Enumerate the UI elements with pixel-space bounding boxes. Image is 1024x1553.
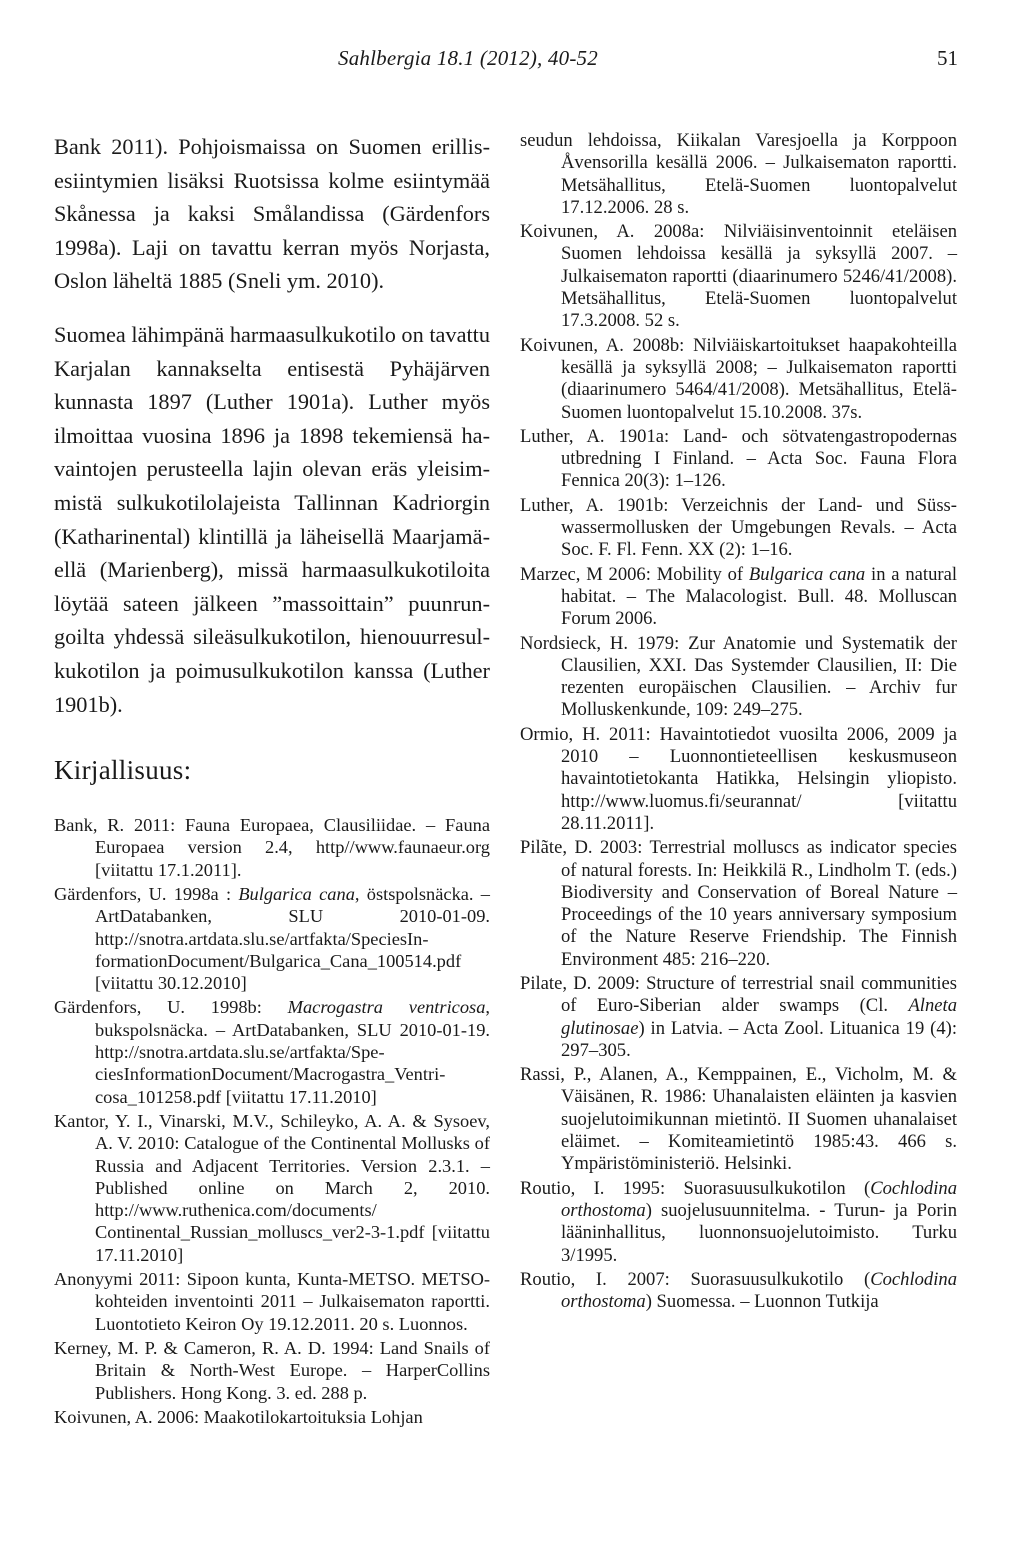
reference-italic-text: Alneta glutinosae: [561, 995, 957, 1039]
reference-entry: [54, 1406, 490, 1428]
reference-entry: [54, 996, 490, 1107]
reference-italic-text: Bulgarica cana: [748, 563, 866, 585]
reference-italic-text: Cochlodina orthostoma: [561, 1268, 957, 1313]
reference-text: ) Suomessa. – Luonnon Tutkija: [645, 1291, 879, 1313]
reference-text: Pilate, D. 2009: Structure of terrestrial snail communities of Euro-Siberian alder swamps (Cl.: [520, 972, 957, 1017]
reference-text: Ormio, H. 2011: Havaintotiedot vuosilta 2006, 2009 ja 2010 – Luonnontieteellisen keskusmuseon havaintotietokanta Hatikka, Helsingin yliopisto. http://www.luomus.fi/seurannat/ [viitattu 28.11.2011].: [520, 723, 957, 834]
running-title: Sahlbergia 18.1 (2012), 40-52: [338, 46, 598, 70]
reference-entry: [54, 1337, 490, 1404]
reference-entry: [54, 814, 490, 881]
reference-entry: [520, 1178, 957, 1267]
reference-text: in a natural habitat. – The Malacologist. Bull. 48. Molluscan Forum 2006.: [561, 563, 957, 630]
reference-text: Bank, R. 2011: Fauna Europaea, Clausiliidae. – Fauna Europaea version 2.4, http//www.faunaeur.org [viitattu 17.1.2011].: [54, 815, 490, 880]
reference-list: [54, 814, 490, 1428]
reference-text: Luther, A. 1901a: Land- och sötvatengastropodernas utbredning I Finland. – Acta Soc. Fauna Flora Fennica 20(3): 1–126.: [520, 425, 957, 492]
body-paragraph: Suomea lähimpänä harmaasulkukotilo on tavattu Karjalan kannakselta entisestä Pyhäjärven kunnasta 1897 (Luther 1901a). Luther myös ilmoittaa vuosina 1896 ja 1898 tekemiensä havaintojen perusteella lajin olevan eräs yleisimmistä sulkukotilolajeista Tallinnan Kadriorgin (Katharinental) klintillä ja läheisellä Maarjamäellä (Marienberg), missä harmaasulkukotiloita löytää sateen jälkeen ”massoittain” puunrungoilta yhdessä sileäsulkukotilon, hienouurresulkukotilon ja poimusulkukotilon kanssa (Luther 1901b).: [54, 321, 490, 717]
reference-text: Marzec, M 2006: Mobility of: [520, 563, 749, 585]
reference-text: Anonyymi 2011: Sipoon kunta, Kunta-METSO. METSO-kohteiden inventointi 2011 – Julkaisematon raportti. Luontotieto Keiron Oy 19.12.2011. 20 s. Luonnos.: [54, 1269, 490, 1334]
reference-entry: [520, 1064, 957, 1175]
page-number: 51: [937, 46, 958, 70]
reference-text: Koivunen, A. 2008a: Nilviäisinventoinnit eteläisen Suomen lehdoissa kesällä ja syksyllä 2007. – Julkaisematon raportti (diaarinumero 5246/41/2008). Metsähallitus, Etelä-Suomen luontopalvelut 17.3.2008. 52 s.: [520, 221, 957, 332]
reference-entry: [520, 633, 957, 722]
reference-entry: [520, 564, 957, 631]
reference-text: Pilãte, D. 2003: Terrestrial molluscs as indicator species of natural forests. In: Heikkilä R., Lindholm T. (eds.) Biodiversity and Conservation of Boreal Nature – Proceedings of the 10 years anniversary symposium of the Nature Reserve Friendship. The Finnish Environment 485: 216–220.: [520, 837, 957, 970]
reference-entry: [54, 1110, 490, 1266]
reference-text: , östspolsnäcka. – ArtDatabanken, SLU 2010-01-09. http://snotra.artdata.slu.se/artfakta/SpeciesInformationDocument/Bulgarica_Cana_100514.pdf [viitattu 30.12.2010]: [95, 883, 490, 994]
reference-entry: [520, 335, 957, 424]
reference-entry: [520, 130, 957, 219]
reference-italic-text: Cochlodina orthostoma: [561, 1177, 957, 1221]
reference-text: ) in Latvia. – Acta Zool. Lituanica 19 (4): 297–305.: [561, 1017, 957, 1061]
reference-text: Nordsieck, H. 1979: Zur Anatomie und Systematik der Clausilien, XXI. Das Systemder Clausilien, II: Die rezenten europäischen Clausilien. – Archiv fur Molluskenkunde, 109: 249–275.: [520, 632, 957, 721]
reference-entry: [520, 426, 957, 493]
reference-entry: [54, 1268, 490, 1335]
reference-text: Routio, I. 2007: Suorasuusulkukotilo (: [520, 1268, 871, 1290]
reference-text: Gärdenfors, U. 1998b:: [54, 997, 288, 1018]
reference-text: ) suojelusuunnitelma. - Turun- ja Porin lääninhallitus, luonnonsuojelutoimisto. Turku 3/1995.: [561, 1199, 957, 1266]
reference-text: Routio, I. 1995: Suorasuusulkukotilon (: [520, 1177, 871, 1199]
reference-text: , bukspolsnäcka. – ArtDatabanken, SLU 2010-01-19. http://snotra.artdata.slu.se/artfakta/SpeciesInformationDocument/Macrogastra_Ventricosa_101258.pdf [viitattu 17.11.2010]: [95, 997, 490, 1107]
reference-entry: [520, 495, 957, 562]
page-header: [0, 40, 1024, 80]
reference-text: Koivunen, A. 2006: Maakotilokartoituksia Lohjan: [54, 1406, 423, 1427]
reference-text: Kerney, M. P. & Cameron, R. A. D. 1994: Land Snails of Britain & North-West Europe. – HarperCollins Publishers. Hong Kong. 3. ed. 288 p.: [54, 1337, 490, 1403]
reference-text: Gärdenfors, U. 1998a :: [54, 883, 239, 904]
reference-text: Luther, A. 1901b: Verzeichnis der Land- und Süsswassermollusken der Umgebungen Revals. – Acta Soc. F. Fl. Fenn. XX (2): 1–16.: [520, 494, 957, 561]
reference-entry: [520, 1269, 957, 1314]
reference-entry: [520, 973, 957, 1062]
right-column: [520, 130, 957, 1315]
reference-entry: [520, 724, 957, 835]
left-column: [54, 130, 490, 1430]
reference-list: [520, 130, 957, 1313]
reference-text: Rassi, P., Alanen, A., Kemppainen, E., Vicholm, M. & Väisänen, R. 1986: Uhanalaisten eläinten ja kasvien suojelutoimikunnan mietintö. II Suomen uhanalaiset eläimet. – Komiteamietintö 1985:43. 466 s. Ympäristöministeriö. Helsinki.: [520, 1064, 957, 1175]
reference-entry: [520, 221, 957, 332]
reference-italic-text: Bulgarica cana: [238, 883, 355, 904]
references-heading: Kirjallisuus:: [54, 755, 192, 786]
reference-text: seudun lehdoissa, Kiikalan Varesjoella ja Korppoon Åvensorilla kesällä 2006. – Julkaisematon raportti. Metsähallitus, Etelä-Suomen luontopalvelut 17.12.2006. 28 s.: [520, 130, 957, 218]
reference-text: Koivunen, A. 2008b: Nilviäiskartoitukset haapakohteilla kesällä ja syksyllä 2008; – Julkaisematon raportti (diaarinumero 5464/41/2008). Metsähallitus, Etelä-Suomen luontopalvelut 15.10.2008. 37s.: [520, 334, 957, 423]
reference-entry: [54, 883, 490, 994]
reference-entry: [520, 837, 957, 971]
reference-italic-text: Macrogastra ventricosa: [287, 997, 486, 1018]
reference-text: Kantor, Y. I., Vinarski, M.V., Schileyko, A. A. & Sysoev, A. V. 2010: Catalogue of the Continental Mollusks of Russia and Adjacent Territories. Version 2.3.1. – Published online on March 2, 2010. http://www.ruthenica.com/documents/ Continental_Russian_molluscs_ver2-3-1.pdf [viitattu 17.11.2010]: [54, 1110, 490, 1265]
body-paragraph: Bank 2011). Pohjoismaissa on Suomen erillisesiintymien lisäksi Ruotsissa kolme esiintymää Skånessa ja kaksi Smålandissa (Gärdenfors 1998a). Laji on tavattu kerran myös Norjasta, Oslon läheltä 1885 (Sneli ym. 2010).: [54, 134, 490, 294]
